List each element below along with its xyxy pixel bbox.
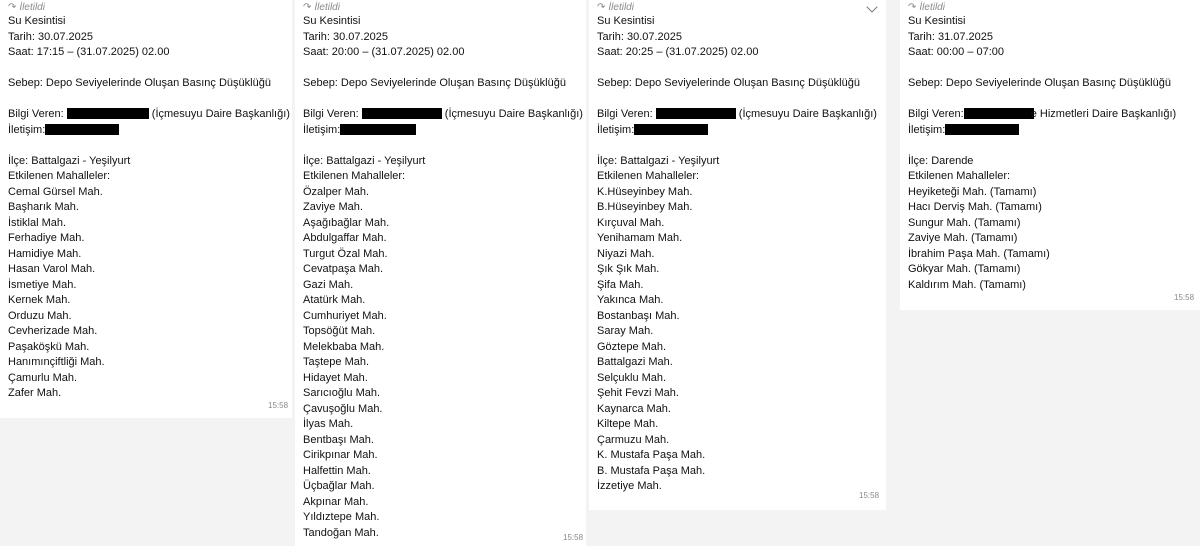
message-date: Tarih: 30.07.2025 [597, 30, 683, 43]
forward-arrow-icon: ↷ [8, 2, 17, 13]
message-timestamp: 15:58 [1174, 293, 1195, 302]
affected-label: Etkilenen Mahalleler: [8, 170, 111, 182]
neighborhood-item: İzzetiye Mah. [597, 480, 662, 492]
contact-label: İletişim: [8, 123, 46, 136]
neighborhood-item: Hanımınçiftliği Mah. [8, 356, 105, 368]
info-department: e Hizmetleri Daire Başkanlığı) [1030, 108, 1177, 120]
neighborhood-item: Cemal Gürsel Mah. [8, 185, 103, 198]
neighborhood-item: Bentbaşı Mah. [303, 433, 374, 446]
neighborhood-list [303, 185, 583, 542]
neighborhood-item: Sungur Mah. (Tamamı) [908, 216, 1021, 229]
message-title: Su Kesintisi [908, 15, 966, 27]
neighborhood-item: B. Mustafa Paşa Mah. [597, 464, 706, 477]
neighborhood-item: B.Hüseyinbey Mah. [597, 201, 693, 213]
message-timestamp: 15:58 [563, 533, 584, 542]
neighborhood-item: İsmetiye Mah. [8, 278, 77, 291]
redaction-block [945, 124, 1019, 135]
forward-arrow-icon: ↷ [303, 2, 312, 13]
contact-line [597, 123, 877, 139]
message-text [908, 14, 1176, 293]
neighborhood-item: Çavuşoğlu Mah. [303, 402, 383, 415]
message-timestamp: 15:58 [268, 401, 289, 410]
redaction-block [45, 124, 119, 135]
message-title: Su Kesintisi [8, 15, 66, 27]
neighborhood-item: Taştepe Mah. [303, 356, 370, 368]
neighborhood-item: Halfettin Mah. [303, 464, 371, 477]
neighborhood-item: Hacı Derviş Mah. (Tamamı) [908, 201, 1042, 213]
forwarded-indicator [8, 2, 45, 14]
neighborhood-item: Kaynarca Mah. [597, 402, 671, 415]
neighborhood-item: Selçuklu Mah. [597, 371, 667, 384]
forwarded-indicator [597, 2, 634, 14]
neighborhood-list [908, 185, 1176, 294]
affected-label: Etkilenen Mahalleler: [303, 170, 406, 182]
message-date: Tarih: 30.07.2025 [303, 30, 389, 43]
neighborhood-item: Topsöğüt Mah. [303, 325, 376, 337]
neighborhood-item: Paşaköşkü Mah. [8, 340, 90, 353]
panel-divider [886, 0, 900, 546]
forward-arrow-icon: ↷ [908, 2, 917, 13]
neighborhood-item: Aşağıbağlar Mah. [303, 216, 390, 229]
neighborhood-list [597, 185, 877, 495]
neighborhood-item: Şık Şık Mah. [597, 263, 660, 275]
message-reason: Sebep: Depo Seviyelerinde Oluşan Basınç Düşüklüğü [8, 77, 271, 89]
neighborhood-item: Yakınca Mah. [597, 294, 664, 306]
neighborhood-item: Sarıcıoğlu Mah. [303, 387, 381, 399]
neighborhood-item: Battalgazi Mah. [597, 356, 673, 368]
redaction-block [362, 108, 442, 119]
neighborhood-item: Cumhuriyet Mah. [303, 309, 387, 322]
neighborhood-item: Başharık Mah. [8, 201, 79, 213]
message-title: Su Kesintisi [597, 15, 655, 27]
message-time-range: Saat: 20:25 – (31.07.2025) 02.00 [597, 46, 759, 58]
message-text [597, 14, 877, 495]
info-line [8, 107, 290, 123]
message-time-range: Saat: 17:15 – (31.07.2025) 02.00 [8, 46, 170, 58]
info-department: (İçmesuyu Daire Başkanlığı) [151, 108, 290, 120]
neighborhood-item: Hidayet Mah. [303, 371, 368, 384]
affected-label: Etkilenen Mahalleler: [908, 170, 1011, 182]
message-text [303, 14, 583, 541]
message-bubble[interactable] [295, 0, 586, 546]
affected-label: Etkilenen Mahalleler: [597, 170, 700, 182]
forwarded-label: İletildi [919, 2, 945, 13]
neighborhood-item: Cirikpınar Mah. [303, 449, 378, 461]
neighborhood-item: Hamidiye Mah. [8, 247, 82, 260]
neighborhood-item: Üçbağlar Mah. [303, 480, 375, 492]
neighborhood-item: Kaldırım Mah. (Tamamı) [908, 278, 1026, 291]
info-label: Bilgi Veren: [8, 108, 64, 120]
neighborhood-item: Cevatpaşa Mah. [303, 263, 384, 275]
info-label: Bilgi Veren: [303, 108, 359, 120]
info-line [597, 107, 877, 123]
neighborhood-item: Orduzu Mah. [8, 309, 72, 322]
message-reason: Sebep: Depo Seviyelerinde Oluşan Basınç Düşüklüğü [303, 77, 566, 89]
message-reason: Sebep: Depo Seviyelerinde Oluşan Basınç Düşüklüğü [908, 77, 1171, 89]
neighborhood-item: Zaviye Mah. [303, 201, 363, 213]
neighborhood-item: Heyiketeği Mah. (Tamamı) [908, 185, 1037, 198]
neighborhood-item: Yenihamam Mah. [597, 232, 683, 244]
neighborhood-item: Zafer Mah. [8, 387, 62, 399]
message-time-range: Saat: 20:00 – (31.07.2025) 02.00 [303, 46, 465, 58]
message-bubble[interactable] [589, 0, 886, 510]
message-date: Tarih: 31.07.2025 [908, 30, 994, 43]
contact-label: İletişim: [303, 123, 341, 136]
neighborhood-item: Bostanbaşı Mah. [597, 309, 680, 322]
forwarded-label: İletildi [608, 2, 634, 13]
forwarded-label: İletildi [314, 2, 340, 13]
message-district: İlçe: Darende [908, 154, 974, 167]
neighborhood-item: Ferhadiye Mah. [8, 232, 85, 244]
neighborhood-item: Niyazi Mah. [597, 247, 655, 260]
neighborhood-item: Şehit Fevzi Mah. [597, 387, 679, 399]
redaction-block [67, 108, 149, 119]
contact-line [303, 123, 583, 139]
forwarded-indicator [908, 2, 945, 14]
contact-label: İletişim: [597, 123, 635, 136]
message-bubble[interactable] [0, 0, 292, 418]
neighborhood-item: Saray Mah. [597, 325, 654, 337]
neighborhood-item: Çamurlu Mah. [8, 371, 78, 384]
message-title: Su Kesintisi [303, 15, 361, 27]
info-label: Bilgi Veren: [597, 108, 653, 120]
message-district: İlçe: Battalgazi - Yeşilyurt [303, 154, 426, 167]
neighborhood-item: Zaviye Mah. (Tamamı) [908, 232, 1018, 244]
neighborhood-item: Cevherizade Mah. [8, 325, 98, 337]
forwarded-label: İletildi [19, 2, 45, 13]
neighborhood-item: Turgut Özal Mah. [303, 247, 388, 260]
neighborhood-item: Kiltepe Mah. [597, 418, 659, 430]
neighborhood-item: Özalper Mah. [303, 185, 370, 198]
neighborhood-item: Gazi Mah. [303, 278, 354, 291]
message-district: İlçe: Battalgazi - Yeşilyurt [8, 154, 131, 167]
neighborhood-list [8, 185, 290, 402]
contact-line [908, 123, 1176, 139]
redaction-block [656, 108, 736, 119]
neighborhood-item: Göztepe Mah. [597, 340, 667, 353]
message-date: Tarih: 30.07.2025 [8, 30, 94, 43]
info-label: Bilgi Veren: [908, 108, 964, 120]
neighborhood-item: İbrahim Paşa Mah. (Tamamı) [908, 247, 1050, 260]
redaction-block [340, 124, 416, 135]
neighborhood-item: Şifa Mah. [597, 278, 644, 291]
neighborhood-item: Çarmuzu Mah. [597, 433, 670, 446]
forwarded-indicator [303, 2, 340, 14]
message-timestamp: 15:58 [859, 491, 880, 500]
neighborhood-item: Hasan Varol Mah. [8, 263, 96, 275]
neighborhood-item: K. Mustafa Paşa Mah. [597, 449, 706, 461]
message-bubble[interactable] [900, 0, 1200, 310]
neighborhood-item: Yıldıztepe Mah. [303, 511, 380, 523]
info-line [908, 107, 1176, 123]
neighborhood-item: Atatürk Mah. [303, 294, 366, 306]
neighborhood-item: Gökyar Mah. (Tamamı) [908, 263, 1021, 275]
message-text [8, 14, 290, 402]
message-time-range: Saat: 00:00 – 07:00 [908, 46, 1005, 58]
message-district: İlçe: Battalgazi - Yeşilyurt [597, 154, 720, 167]
neighborhood-item: İlyas Mah. [303, 418, 354, 430]
contact-label: İletişim: [908, 123, 946, 136]
info-department: (İçmesuyu Daire Başkanlığı) [738, 108, 877, 120]
neighborhood-item: Kırçuval Mah. [597, 216, 665, 229]
info-line [303, 107, 583, 123]
neighborhood-item: İstiklal Mah. [8, 216, 67, 229]
neighborhood-item: Akpınar Mah. [303, 495, 369, 508]
redaction-block [964, 108, 1034, 119]
neighborhood-item: K.Hüseyinbey Mah. [597, 185, 693, 198]
message-reason: Sebep: Depo Seviyelerinde Oluşan Basınç Düşüklüğü [597, 77, 860, 89]
redaction-block [634, 124, 708, 135]
forward-arrow-icon: ↷ [597, 2, 606, 13]
neighborhood-item: Abdulgaffar Mah. [303, 232, 387, 244]
contact-line [8, 123, 290, 139]
neighborhood-item: Melekbaba Mah. [303, 340, 385, 353]
info-department: (İçmesuyu Daire Başkanlığı) [444, 108, 583, 120]
chevron-down-icon[interactable] [866, 1, 877, 12]
neighborhood-item: Kernek Mah. [8, 294, 71, 306]
neighborhood-item: Tandoğan Mah. [303, 526, 379, 539]
